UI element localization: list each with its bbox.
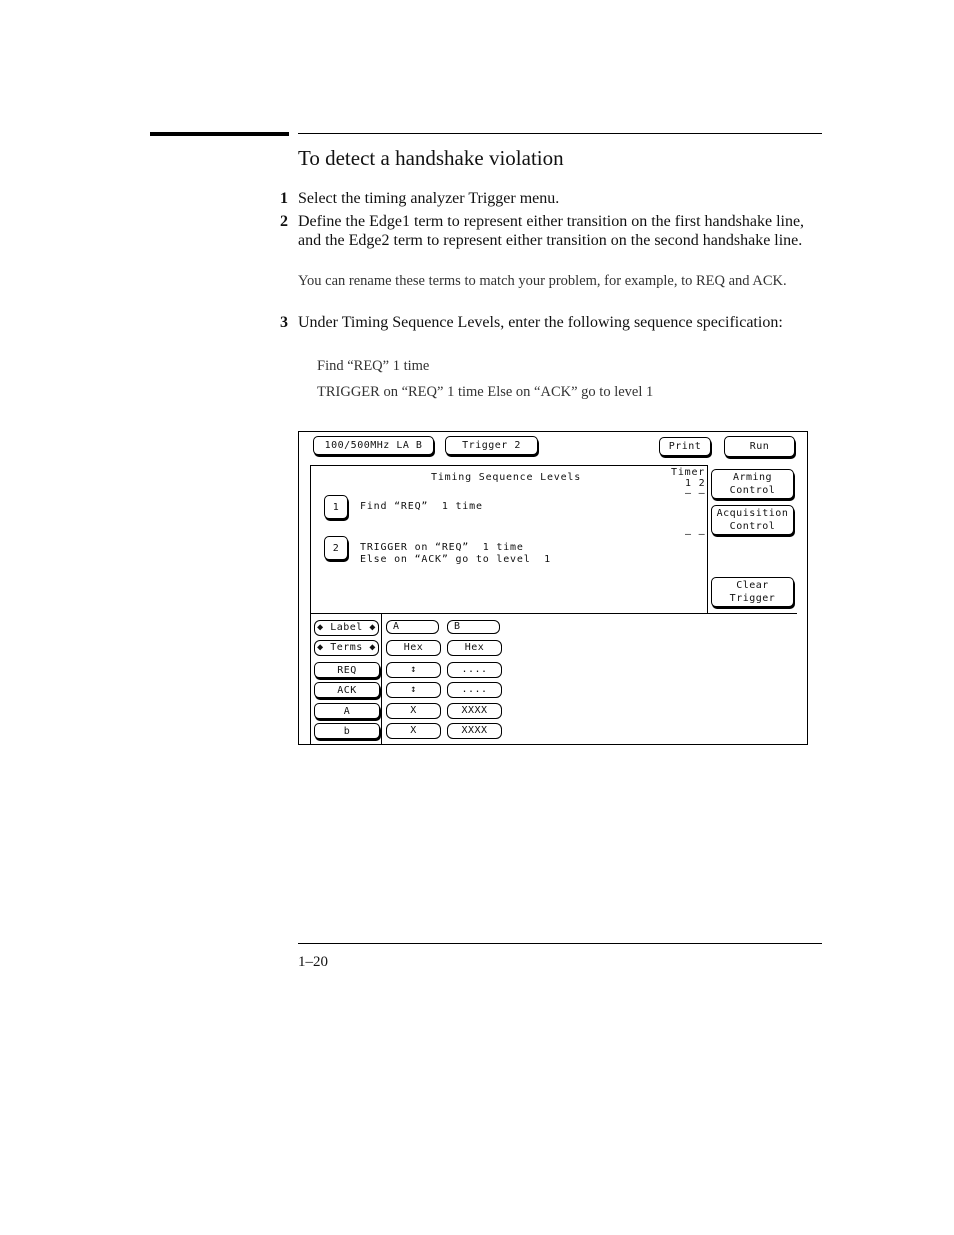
- step-text: Define the Edge1 term to represent either transition on the first handshake line, and the Edge2 term to represent either transition on the second handshake line.: [298, 213, 805, 249]
- step-number: 3: [280, 314, 288, 331]
- section-heading: To detect a handshake violation: [298, 146, 564, 170]
- acquisition-control-button[interactable]: [711, 505, 794, 535]
- section-rule-thin: [298, 133, 822, 134]
- label-b-ack-pattern[interactable]: ....: [447, 682, 502, 698]
- arming-control-line-1: Arming: [732, 472, 773, 483]
- step-number: 1: [280, 190, 288, 207]
- acquisition-control-line-2: Control: [729, 521, 776, 532]
- step-text: Under Timing Sequence Levels, enter the following sequence specification:: [298, 314, 783, 331]
- label-a-header[interactable]: A: [386, 620, 439, 634]
- clear-trigger-line-1: Clear: [736, 580, 769, 591]
- step-number: 2: [280, 213, 288, 230]
- level-2-line-2[interactable]: Else on “ACK” go to level 1: [360, 554, 551, 565]
- label-a-term-b-pattern[interactable]: X: [386, 723, 441, 739]
- clear-trigger-button[interactable]: [711, 577, 794, 607]
- term-ack-button[interactable]: ACK: [314, 682, 380, 698]
- panel-left-border: [310, 465, 311, 613]
- step-note: You can rename these terms to match your problem, for example, to REQ and ACK.: [298, 273, 787, 289]
- menu-select-button[interactable]: Trigger 2: [445, 436, 538, 455]
- arming-control-line-2: Control: [729, 485, 776, 496]
- label-scroll-field[interactable]: ◆ Label ◆: [314, 620, 379, 636]
- terms-panel-divider: [381, 613, 382, 744]
- label-a-ack-pattern[interactable]: ↕: [386, 682, 441, 698]
- level-1-line-1[interactable]: Find “REQ” 1 time: [360, 501, 483, 512]
- term-b-button[interactable]: b: [314, 723, 380, 739]
- run-button[interactable]: Run: [724, 436, 795, 457]
- panel-top-border: [310, 465, 708, 466]
- panel-right-border: [707, 465, 708, 613]
- step-1: [280, 189, 825, 208]
- page-number: 1–20: [298, 954, 328, 970]
- label-a-term-a-pattern[interactable]: X: [386, 703, 441, 719]
- sequence-line-1: Find “REQ” 1 time: [317, 358, 430, 374]
- label-b-term-b-pattern[interactable]: XXXX: [447, 723, 502, 739]
- sequence-line-2: TRIGGER on “REQ” 1 time Else on “ACK” go to level 1: [317, 384, 654, 400]
- label-b-req-pattern[interactable]: ....: [447, 662, 502, 678]
- level-1-button[interactable]: 1: [324, 495, 348, 519]
- terms-panel-left-border: [310, 613, 311, 744]
- term-a-button[interactable]: A: [314, 703, 380, 719]
- step-2: [280, 212, 825, 270]
- term-req-button[interactable]: REQ: [314, 662, 380, 678]
- footer-rule: [298, 943, 822, 944]
- timer-level-1: – –: [685, 488, 706, 499]
- label-b-header[interactable]: B: [447, 620, 500, 634]
- label-a-base-field[interactable]: Hex: [386, 640, 441, 656]
- analyzer-select-button[interactable]: 100/500MHz LA B: [313, 436, 434, 455]
- print-button[interactable]: Print: [659, 437, 711, 456]
- trigger-menu-screen: [298, 431, 808, 745]
- step-text: Select the timing analyzer Trigger menu.: [298, 190, 560, 207]
- step-3: [280, 313, 825, 353]
- panel-title: Timing Sequence Levels: [431, 472, 582, 483]
- label-b-term-a-pattern[interactable]: XXXX: [447, 703, 502, 719]
- label-b-base-field[interactable]: Hex: [447, 640, 502, 656]
- label-a-req-pattern[interactable]: ↕: [386, 662, 441, 678]
- arming-control-button[interactable]: [711, 469, 794, 499]
- timer-label: Timer: [671, 467, 706, 478]
- clear-trigger-line-2: Trigger: [729, 593, 776, 604]
- terms-scroll-field[interactable]: ◆ Terms ◆: [314, 640, 379, 656]
- level-2-line-1[interactable]: TRIGGER on “REQ” 1 time: [360, 542, 524, 553]
- timer-level-2: – –: [685, 529, 706, 540]
- timer-columns: 1 2: [685, 478, 706, 489]
- level-2-button[interactable]: 2: [324, 536, 348, 560]
- acquisition-control-line-1: Acquisition: [716, 508, 789, 519]
- panel-bottom-border: [310, 613, 797, 614]
- section-rule-thick: [150, 132, 289, 136]
